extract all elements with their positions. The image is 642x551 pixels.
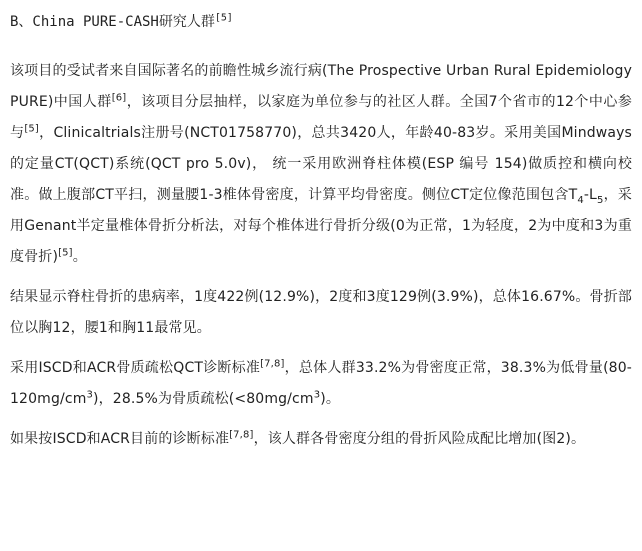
section-heading-text: B、China PURE-CASH研究人群 xyxy=(10,14,215,30)
subscript-number: 5 xyxy=(597,194,604,206)
text-run: ，采用Genant半定量椎体骨折分析法，对每个椎体进行骨折分级(0为正常，1为轻度，2为中度和3为重度骨折) xyxy=(10,187,632,265)
text-run: ，总体人群33.2%为骨密度正常，38.3%为低骨量(80-120mg/cm xyxy=(10,360,632,407)
text-run: 该项目的受试者来自国际著名的前瞻性城乡流行病(The Prospective Urban Rural Epidemiology PURE)中国人群 xyxy=(10,63,632,110)
text-run: ，该人群各骨密度分组的骨折风险成配比增加(图2)。 xyxy=(253,431,586,447)
subscript-number: 4 xyxy=(577,194,584,206)
paragraph-study-description xyxy=(10,56,632,273)
citation-ref: [7,8] xyxy=(260,358,285,370)
text-run: -L xyxy=(583,187,598,203)
text-run: )。 xyxy=(320,391,340,407)
text-run: 。 xyxy=(72,249,87,265)
superscript-number: 3 xyxy=(313,389,321,401)
citation-ref: [5] xyxy=(58,247,73,259)
text-run: 结果显示脊柱骨折的患病率，1度422例(12.9%)，2度和3度129例(3.9%)，总体16.67%。骨折部位以胸12，腰1和胸11最常见。 xyxy=(10,289,632,336)
text-run: )，28.5%为骨质疏松(<80mg/cm xyxy=(93,391,314,407)
citation-ref: [5] xyxy=(214,12,233,24)
citation-ref: [6] xyxy=(111,92,127,104)
paragraph-qct-diagnosis xyxy=(10,353,632,415)
text-run: ，该项目分层抽样，以家庭为单位参与的社区人群。全国7个省市的12个中心参与 xyxy=(10,94,633,141)
text-run: ，Clinicaltrials注册号(NCT01758770)，总共3420人，年龄40-83岁。采用美国Mindways的定量CT(QCT)系统(QCT pro 5.0v)， 统一采用欧洲脊柱体模(ESP 编号 154)做质控和横向校准。做上腹部CT平扫，测量腰1-3椎体骨密度，计算平均骨密度。侧位CT定位像范围包含T xyxy=(10,125,632,203)
citation-ref: [5] xyxy=(24,123,39,135)
paragraph-fracture-results xyxy=(10,282,632,344)
superscript-number: 3 xyxy=(86,389,94,401)
section-heading xyxy=(10,12,632,32)
text-run: 如果按ISCD和ACR目前的诊断标准 xyxy=(10,431,230,447)
text-run: 采用ISCD和ACR骨质疏松QCT诊断标准 xyxy=(10,360,261,376)
paragraph-fracture-risk xyxy=(10,424,632,455)
citation-ref: [7,8] xyxy=(229,429,254,441)
